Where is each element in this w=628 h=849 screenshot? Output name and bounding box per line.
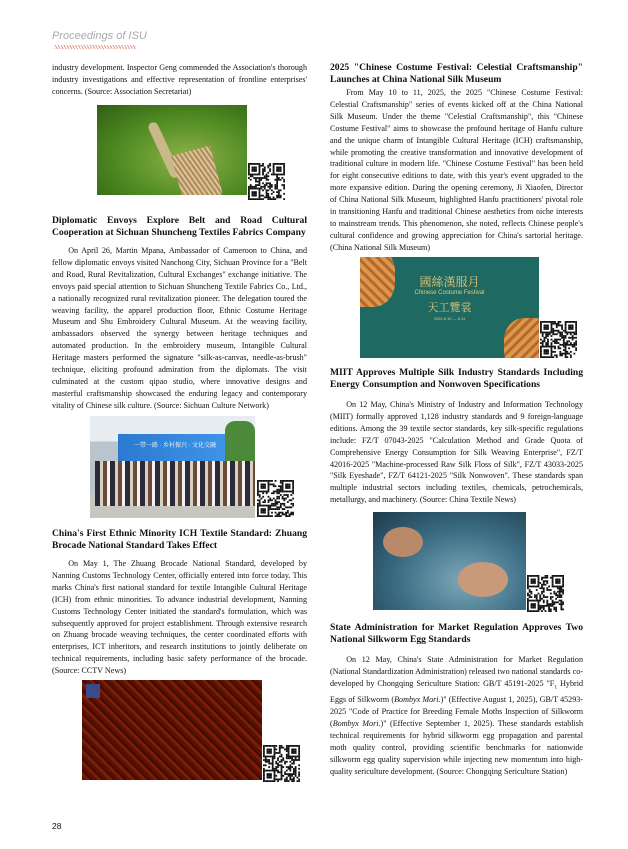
envoys-group-photo bbox=[90, 416, 255, 518]
header-hatch-divider bbox=[54, 45, 136, 49]
intro-text: industry development. Inspector Geng commended the Association's thorough industry investigations and effective representation of frontline enterprises' concerns. (Source: Association Secretariat) bbox=[52, 63, 307, 96]
banner-slogan: 一带一路 · 乡村振兴 · 文化交融 bbox=[134, 443, 216, 449]
article-title: 2025 "Chinese Costume Festival: Celestial Craftsmanship" Launches at China National Silk Museum bbox=[330, 62, 583, 85]
page-number: 28 bbox=[52, 821, 62, 831]
silk-handling-photo bbox=[373, 512, 526, 610]
poster-dates: 2025.5.10 — 5.11 bbox=[433, 316, 466, 321]
poster-title: 國絲漢服月 bbox=[419, 275, 480, 289]
subscript: 1 bbox=[554, 684, 558, 691]
costume-festival-poster bbox=[360, 257, 539, 358]
body-text: On 12 May, China's State Administration for Market Regulation (National Standardization Administration) released two national standards co-developed by Chongqing Sericulture Station: GB/T 45191-2025 "F bbox=[330, 655, 583, 688]
article-zhuang-brocade bbox=[52, 528, 307, 677]
article-title: MIIT Approves Multiple Silk Industry Standards Including Energy Consumption and Nonwoven Specifications bbox=[330, 367, 583, 390]
article-body: On 12 May, China's Ministry of Industry and Information Technology (MIIT) formally approved 1,128 industry standards and 9 foreign-language editions. Among the 39 textile sector standards, key silk-specific regulations include: FZ/T 07043-2025 "Calculation Method and Grade Quota of Comprehensive Energy Consumption for Silk Weaving Enterprise", FZ/T 42016-2025 "Machine-processed Raw Silk Floss of Silk", FZ/T 43033-2025 "Silk Eyeshade", FZ/T 64121-2025 "Silk Nonwoven". These standards span multiple industrial sectors including textiles, chemicals, petrochemicals, metallurgy, and machinery. (Source: China Textile News) bbox=[330, 400, 583, 505]
article-body: On May 1, The Zhuang Brocade National Standard, developed by Nanning Customs Technology Center, officially entered into force today. This marks China's first national standard for textile Intangible Cultural Heritage (ICH) from ethnic minorities. To advance industrial development, Nanning Customs Technology Center initiated the standard's formulation, which was subsequently approved for project establishment. Through extensive research on Zhuang brocade weaving techniques, the center coordinated efforts with enterprises, ICT inheritors, and research institutions to jointly deliberate on technical requirements, including basic safety performance of the brocade. (Source: CCTV News) bbox=[52, 559, 307, 676]
article-body: On April 26, Martin Mpana, Ambassador of Cameroon to China, and fellow diplomatic envoys visited Nanchong City, Sichuan Province for a "Belt and Road, Rural Revitalization, Cultural Exchanges" exchange initiative. The envoys paid special attention to Sichuan Shuncheng Textile Fabrics Co., Ltd., a nationally recognized rural revitalization pioneer. The delegation toured the weaving facility, the apparel production floor, Ethnic Costume Heritage Museum and Shu Embroidery Cultural Museum. At the weaving facility, ambassadors observed the synergy between heritage techniques and automated production. In the embroidery museum, Intangible Cultural Heritage masters performed the signature "silk-as-canvas, needle-as-brush" technique, eliciting profound admiration from the diplomats. The visit culminated at the custom qipao studio, where innovative designs and masterful craftsmanship showcased the enduring legacy and contemporary vitality of Chinese silk culture. (Source: Sichuan Culture Network) bbox=[52, 246, 307, 410]
species-name: Bombyx Mori. bbox=[394, 695, 441, 705]
article-title: China's First Ethnic Minority ICH Textile Standard: Zhuang Brocade National Standard Takes Effect bbox=[52, 528, 307, 551]
qr-code bbox=[263, 745, 300, 782]
journal-header: Proceedings of ISU bbox=[52, 30, 147, 42]
body-text: Hybrid Eggs of Silkworm ( bbox=[330, 678, 584, 705]
article-title: Diplomatic Envoys Explore Belt and Road Cultural Cooperation at Sichuan Shuncheng Textiles Fabrics Company bbox=[52, 215, 307, 238]
poster-subtitle: Chinese Costume Festival bbox=[414, 290, 485, 296]
brocade-photo bbox=[82, 680, 262, 780]
species-name: Bombyx Mori. bbox=[332, 719, 381, 729]
article-miit-standards bbox=[330, 367, 583, 506]
intro-paragraph bbox=[52, 62, 307, 98]
article-costume-festival bbox=[330, 62, 583, 254]
article-body: From May 10 to 11, 2025, the 2025 "Chinese Costume Festival: Celestial Craftsmanship" series of events kicked off at the China National Silk Museum. Under the theme "Celestial Craftsmanship", this "Chinese Costume Festival" aims to showcase the profound heritage of Hanfu culture and the unique charm of Intangible Cultural Heritage (ICH) craftsmanship, while promoting the creative transformation and innovative development of traditional culture in modern life. "Chinese Costume Festival" has been held for eight consecutive editions to date, with this year's event upgraded to the more expansive edition. During the opening ceremony, Ji Xiaofen, Director of China National Silk Museum, highlighted Hanfu practitioners' pivotal role in transitioning Hanfu and traditional Chinese aesthetics from niche interests to mainstream trends. This phenomenon, she noted, reflects Chinese people's cultural confidence and growing appreciation for China's sartorial heritage. (China National Silk Museum) bbox=[330, 88, 583, 252]
qr-code bbox=[540, 321, 577, 358]
article-silkworm-egg-standards bbox=[330, 622, 583, 778]
silkworm-photo bbox=[97, 105, 247, 195]
body-text: )" (Effective August 1, 2025), GB/T 45293-2025 "Code of Practice for Breeding Female Moths Inspection of Silkworm ( bbox=[330, 695, 584, 729]
qr-code bbox=[248, 163, 285, 200]
article-diplomatic-envoys bbox=[52, 215, 307, 412]
poster-theme: 天工覽裳 bbox=[427, 301, 472, 314]
qr-code bbox=[527, 575, 564, 612]
article-title: State Administration for Market Regulation Approves Two National Silkworm Egg Standards bbox=[330, 622, 583, 645]
body-text: )" (Effective September 1, 2025). These standards establish technical requirements for hybrid silkworm egg propagation and parental moth quality control, providing scientific benchmarks for nationwide silkworm egg quality supervision while injecting new momentum into high-quality sericulture development. (Source: Chongqing Sericulture Station) bbox=[330, 719, 583, 776]
qr-code bbox=[257, 480, 294, 517]
article-body bbox=[330, 654, 583, 778]
